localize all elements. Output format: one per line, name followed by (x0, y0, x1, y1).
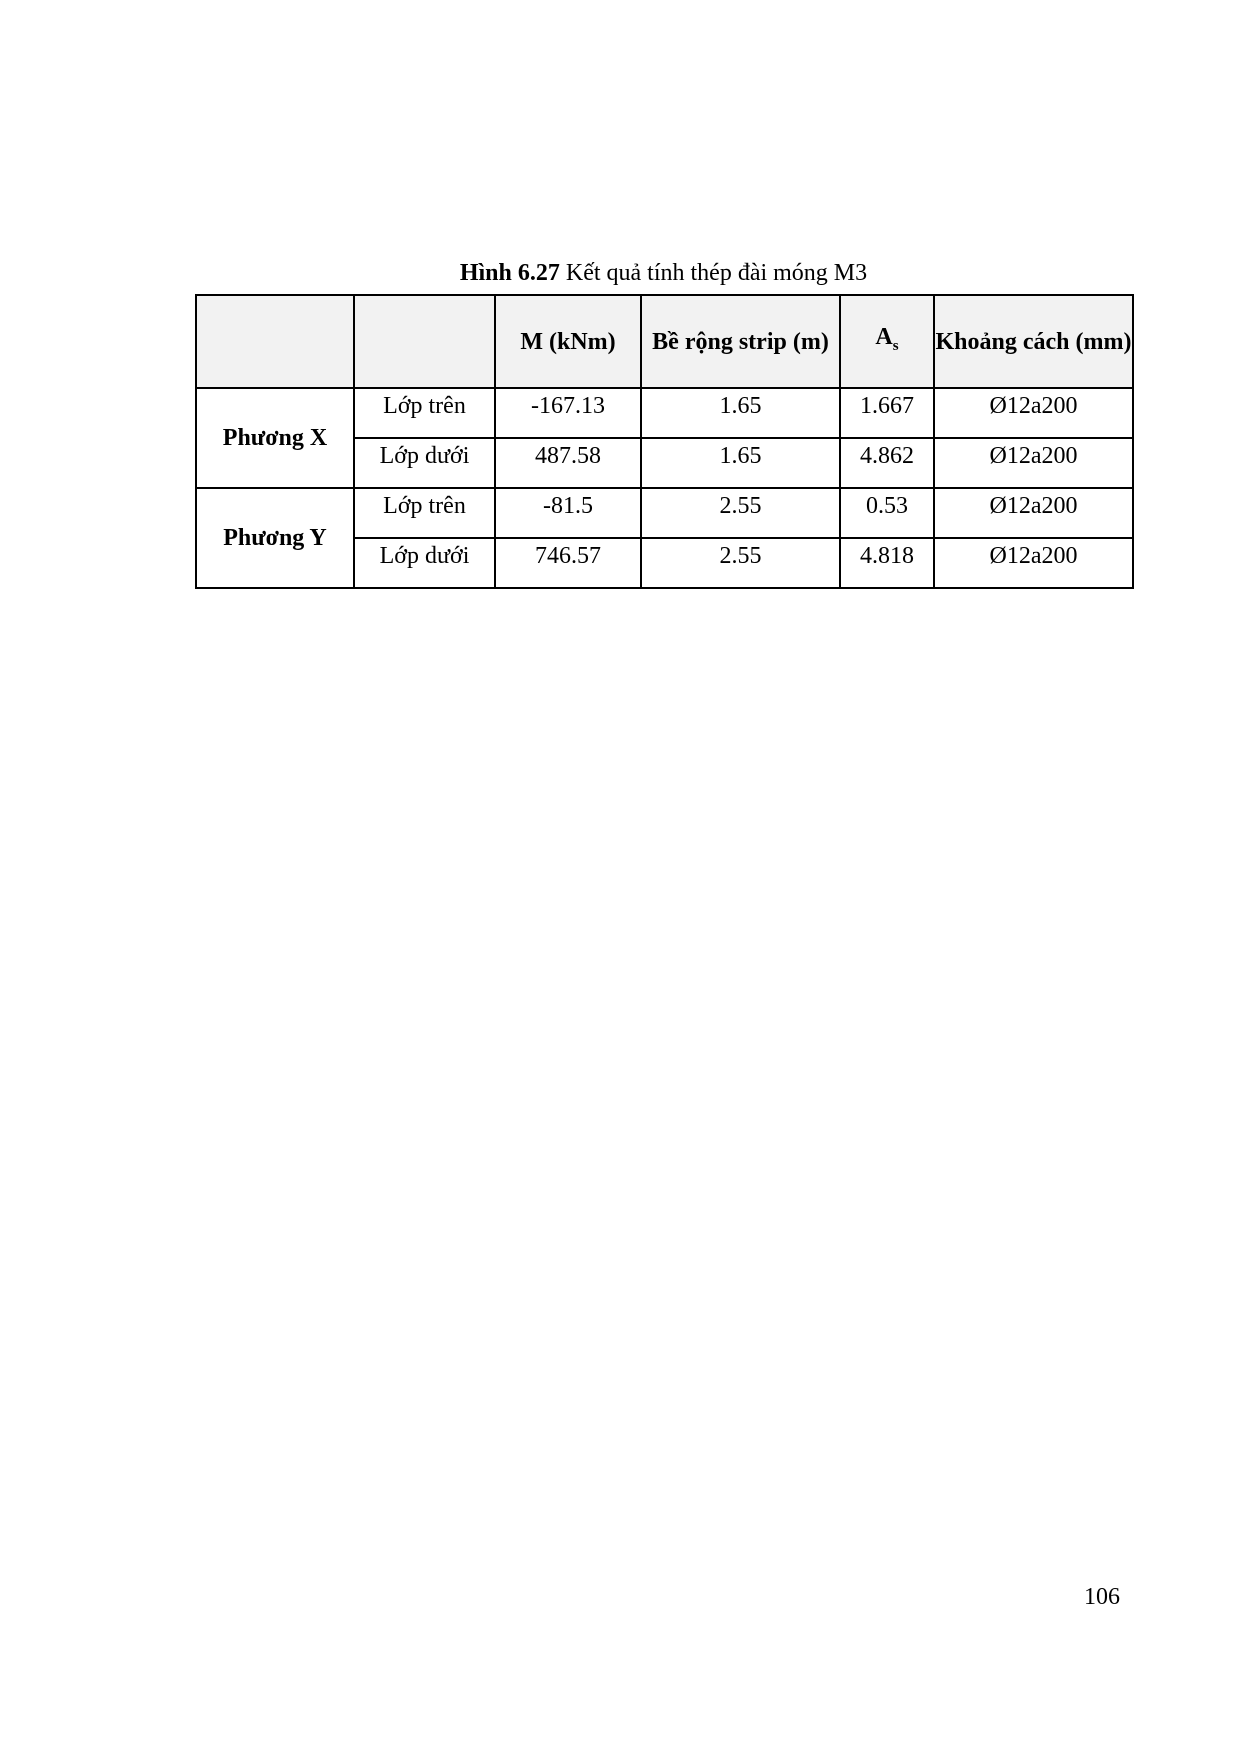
strip-width-cell: 2.55 (641, 488, 840, 538)
strip-width-cell: 2.55 (641, 538, 840, 588)
as-cell: 0.53 (840, 488, 934, 538)
layer-cell: Lớp dưới (354, 538, 495, 588)
spacing-cell: Ø12a200 (934, 488, 1133, 538)
spacing-cell: Ø12a200 (934, 538, 1133, 588)
caption-label: Hình 6.27 (459, 260, 560, 286)
steel-result-table (195, 294, 1134, 589)
moment-cell: -81.5 (495, 488, 641, 538)
layer-cell: Lớp trên (354, 488, 495, 538)
table-row (196, 388, 1133, 438)
strip-width-cell: 1.65 (641, 438, 840, 488)
header-moment: M (kNm) (495, 295, 641, 388)
layer-cell: Lớp dưới (354, 438, 495, 488)
as-cell: 4.818 (840, 538, 934, 588)
spacing-cell: Ø12a200 (934, 438, 1133, 488)
as-cell: 1.667 (840, 388, 934, 438)
header-as-main: A (875, 324, 893, 351)
as-cell: 4.862 (840, 438, 934, 488)
page-number: 106 (1084, 1584, 1120, 1610)
table-header-row (196, 295, 1133, 388)
moment-cell: 746.57 (495, 538, 641, 588)
header-layer (354, 295, 495, 388)
header-spacing: Khoảng cách (mm) (934, 295, 1133, 388)
header-group (196, 295, 354, 388)
moment-cell: 487.58 (495, 438, 641, 488)
layer-cell: Lớp trên (354, 388, 495, 438)
table-row (196, 488, 1133, 538)
figure-caption (195, 258, 1132, 288)
moment-cell: -167.13 (495, 388, 641, 438)
header-as (840, 295, 934, 388)
header-as-sub: s (892, 337, 899, 354)
spacing-cell: Ø12a200 (934, 388, 1133, 438)
header-strip-width: Bề rộng strip (m) (641, 295, 840, 388)
strip-width-cell: 1.65 (641, 388, 840, 438)
caption-text: Kết quả tính thép đài móng M3 (559, 260, 868, 286)
group-label: Phương Y (196, 488, 354, 588)
group-label: Phương X (196, 388, 354, 488)
